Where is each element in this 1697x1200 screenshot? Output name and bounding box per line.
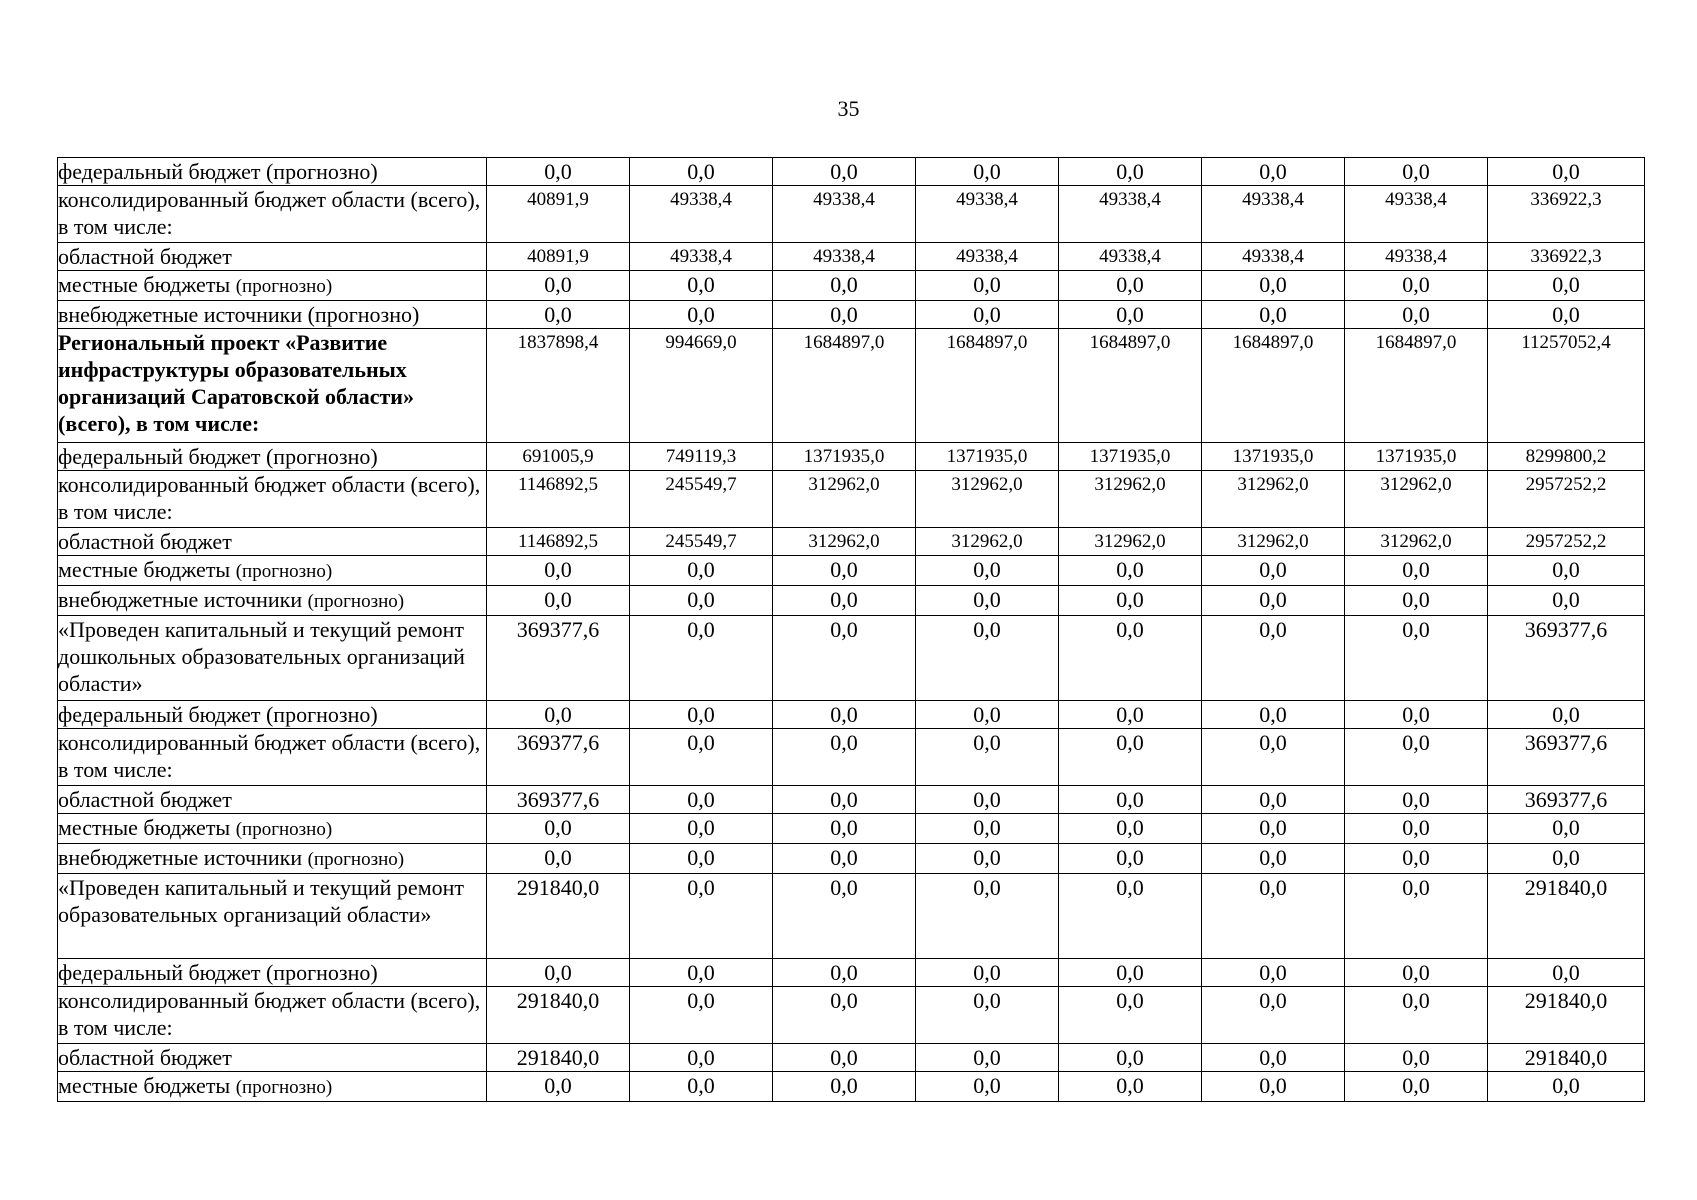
value-cell: 8299800,2 [1488, 443, 1645, 471]
value-cell: 40891,9 [487, 186, 630, 243]
value-cell: 0,0 [773, 1044, 916, 1072]
value-cell: 0,0 [1345, 729, 1488, 786]
table-row [58, 243, 1645, 271]
row-label [58, 186, 487, 243]
value-cell: 0,0 [773, 556, 916, 586]
value-cell: 49338,4 [916, 243, 1059, 271]
value-cell: 0,0 [773, 814, 916, 844]
value-cell: 0,0 [1059, 729, 1202, 786]
table-row [58, 556, 1645, 586]
table-row [58, 987, 1645, 1044]
value-cell: 0,0 [1059, 874, 1202, 959]
value-cell: 0,0 [1345, 301, 1488, 329]
value-cell: 291840,0 [1488, 874, 1645, 959]
value-cell: 0,0 [630, 158, 773, 186]
value-cell: 0,0 [773, 701, 916, 729]
value-cell: 0,0 [916, 786, 1059, 814]
page-number: 35 [837, 96, 860, 121]
value-cell: 0,0 [1202, 616, 1345, 701]
row-label [58, 987, 487, 1044]
value-cell: 0,0 [1059, 1072, 1202, 1102]
row-label-text: местные бюджеты [58, 557, 231, 582]
table-row [58, 301, 1645, 329]
value-cell: 0,0 [1202, 586, 1345, 616]
value-cell: 369377,6 [1488, 786, 1645, 814]
table-row [58, 814, 1645, 844]
row-label [58, 1072, 487, 1102]
value-cell: 312962,0 [1202, 471, 1345, 528]
value-cell: 312962,0 [1059, 528, 1202, 556]
value-cell: 0,0 [916, 814, 1059, 844]
value-cell: 0,0 [1488, 844, 1645, 874]
row-label-note: (прогнозно) [235, 561, 333, 582]
row-label [58, 443, 487, 471]
row-label [58, 786, 487, 814]
row-label-text: консолидированный бюджет области (всего), в том числе: [58, 472, 481, 524]
value-cell: 0,0 [630, 586, 773, 616]
value-cell: 0,0 [916, 616, 1059, 701]
value-cell: 0,0 [1488, 1072, 1645, 1102]
value-cell: 312962,0 [1345, 471, 1488, 528]
value-cell: 0,0 [1345, 987, 1488, 1044]
value-cell: 0,0 [630, 959, 773, 987]
value-cell: 0,0 [1059, 586, 1202, 616]
value-cell: 49338,4 [916, 186, 1059, 243]
value-cell: 0,0 [1488, 556, 1645, 586]
table-row [58, 844, 1645, 874]
value-cell: 0,0 [630, 1044, 773, 1072]
table-row [58, 443, 1645, 471]
row-label [58, 586, 487, 616]
table-row [58, 874, 1645, 959]
value-cell: 1684897,0 [773, 329, 916, 443]
value-cell: 0,0 [916, 1072, 1059, 1102]
value-cell: 49338,4 [1202, 243, 1345, 271]
row-label-text: консолидированный бюджет области (всего), в том числе: [58, 988, 481, 1040]
value-cell: 1684897,0 [1202, 329, 1345, 443]
value-cell: 1371935,0 [1059, 443, 1202, 471]
value-cell: 0,0 [773, 158, 916, 186]
row-label [58, 616, 487, 701]
value-cell: 0,0 [773, 616, 916, 701]
table-row [58, 528, 1645, 556]
value-cell: 0,0 [630, 844, 773, 874]
value-cell: 0,0 [1345, 1072, 1488, 1102]
row-label [58, 556, 487, 586]
value-cell: 0,0 [916, 959, 1059, 987]
value-cell: 1684897,0 [1345, 329, 1488, 443]
row-label [58, 844, 487, 874]
value-cell: 0,0 [1202, 874, 1345, 959]
value-cell: 0,0 [773, 786, 916, 814]
value-cell: 0,0 [1345, 701, 1488, 729]
value-cell: 0,0 [630, 729, 773, 786]
value-cell: 0,0 [1488, 301, 1645, 329]
value-cell: 0,0 [630, 786, 773, 814]
value-cell: 0,0 [1059, 271, 1202, 301]
value-cell: 312962,0 [1345, 528, 1488, 556]
value-cell: 0,0 [1059, 786, 1202, 814]
value-cell: 0,0 [916, 158, 1059, 186]
value-cell: 312962,0 [773, 528, 916, 556]
value-cell: 0,0 [773, 844, 916, 874]
row-label-text: местные бюджеты [58, 815, 231, 840]
value-cell: 336922,3 [1488, 186, 1645, 243]
value-cell: 0,0 [1345, 874, 1488, 959]
row-label-text: федеральный бюджет (прогнозно) [58, 159, 378, 184]
value-cell: 749119,3 [630, 443, 773, 471]
value-cell: 0,0 [630, 874, 773, 959]
value-cell: 0,0 [1345, 158, 1488, 186]
value-cell: 0,0 [916, 271, 1059, 301]
value-cell: 0,0 [487, 701, 630, 729]
budget-table [57, 157, 1645, 1102]
value-cell: 369377,6 [1488, 729, 1645, 786]
value-cell: 0,0 [1202, 959, 1345, 987]
value-cell: 0,0 [916, 701, 1059, 729]
value-cell: 1684897,0 [916, 329, 1059, 443]
value-cell: 0,0 [916, 987, 1059, 1044]
row-label [58, 528, 487, 556]
value-cell: 0,0 [1488, 158, 1645, 186]
value-cell: 49338,4 [1059, 243, 1202, 271]
value-cell: 1371935,0 [773, 443, 916, 471]
value-cell: 291840,0 [1488, 1044, 1645, 1072]
value-cell: 0,0 [773, 1072, 916, 1102]
value-cell: 1684897,0 [1059, 329, 1202, 443]
row-label-text: «Проведен капитальный и текущий ремонт образовательных организаций области» [58, 875, 465, 927]
row-label-note: (прогнозно) [235, 276, 333, 297]
row-label [58, 814, 487, 844]
value-cell: 0,0 [916, 844, 1059, 874]
table-row [58, 1044, 1645, 1072]
value-cell: 0,0 [1345, 844, 1488, 874]
value-cell: 312962,0 [1202, 528, 1345, 556]
value-cell: 49338,4 [773, 243, 916, 271]
row-label-text: консолидированный бюджет области (всего), в том числе: [58, 730, 481, 782]
value-cell: 0,0 [1345, 814, 1488, 844]
value-cell: 0,0 [630, 301, 773, 329]
value-cell: 2957252,2 [1488, 471, 1645, 528]
value-cell: 0,0 [916, 556, 1059, 586]
value-cell: 0,0 [1059, 556, 1202, 586]
value-cell: 0,0 [1202, 271, 1345, 301]
value-cell: 312962,0 [916, 471, 1059, 528]
row-label-text: федеральный бюджет (прогнозно) [58, 444, 378, 469]
row-label-text: внебюджетные источники (прогнозно) [58, 302, 420, 327]
value-cell: 0,0 [487, 301, 630, 329]
value-cell: 0,0 [487, 844, 630, 874]
table-row [58, 329, 1645, 443]
table-row [58, 1072, 1645, 1102]
row-label-text: местные бюджеты [58, 272, 231, 297]
value-cell: 0,0 [916, 586, 1059, 616]
value-cell: 0,0 [1059, 987, 1202, 1044]
row-label-text: местные бюджеты [58, 1073, 231, 1098]
value-cell: 0,0 [916, 874, 1059, 959]
value-cell: 40891,9 [487, 243, 630, 271]
value-cell: 0,0 [1202, 1072, 1345, 1102]
value-cell: 49338,4 [1059, 186, 1202, 243]
value-cell: 0,0 [1059, 814, 1202, 844]
value-cell: 0,0 [1059, 301, 1202, 329]
value-cell: 0,0 [1488, 959, 1645, 987]
value-cell: 49338,4 [773, 186, 916, 243]
table-row [58, 729, 1645, 786]
value-cell: 291840,0 [487, 1044, 630, 1072]
value-cell: 312962,0 [916, 528, 1059, 556]
row-label [58, 301, 487, 329]
value-cell: 0,0 [1488, 814, 1645, 844]
value-cell: 0,0 [1059, 158, 1202, 186]
value-cell: 369377,6 [1488, 616, 1645, 701]
row-label [58, 729, 487, 786]
value-cell: 49338,4 [1345, 186, 1488, 243]
value-cell: 336922,3 [1488, 243, 1645, 271]
value-cell: 369377,6 [487, 729, 630, 786]
row-label [58, 874, 487, 959]
value-cell: 0,0 [773, 586, 916, 616]
value-cell: 0,0 [1059, 844, 1202, 874]
row-label-text: областной бюджет [58, 1045, 232, 1070]
table-row [58, 586, 1645, 616]
value-cell: 369377,6 [487, 616, 630, 701]
value-cell: 0,0 [1202, 301, 1345, 329]
value-cell: 291840,0 [1488, 987, 1645, 1044]
value-cell: 49338,4 [630, 243, 773, 271]
row-label-text: областной бюджет [58, 787, 232, 812]
row-label-text: Региональный проект «Развитие инфраструктуры образовательных организаций Саратовской области» (всего), в том числе: [58, 330, 414, 436]
row-label-text: областной бюджет [58, 244, 232, 269]
value-cell: 0,0 [1202, 158, 1345, 186]
value-cell: 0,0 [630, 814, 773, 844]
value-cell: 49338,4 [1345, 243, 1488, 271]
value-cell: 2957252,2 [1488, 528, 1645, 556]
value-cell: 0,0 [773, 729, 916, 786]
value-cell: 0,0 [1202, 729, 1345, 786]
value-cell: 0,0 [1488, 701, 1645, 729]
value-cell: 0,0 [1202, 1044, 1345, 1072]
value-cell: 1146892,5 [487, 471, 630, 528]
value-cell: 0,0 [487, 814, 630, 844]
value-cell: 0,0 [1345, 556, 1488, 586]
value-cell: 0,0 [1059, 701, 1202, 729]
row-label [58, 243, 487, 271]
value-cell: 0,0 [1059, 616, 1202, 701]
table-row [58, 701, 1645, 729]
row-label-text: федеральный бюджет (прогнозно) [58, 960, 378, 985]
value-cell: 245549,7 [630, 471, 773, 528]
value-cell: 0,0 [487, 158, 630, 186]
row-label [58, 1044, 487, 1072]
row-label-note: (прогнозно) [235, 1077, 333, 1098]
value-cell: 0,0 [630, 556, 773, 586]
row-label-text: федеральный бюджет (прогнозно) [58, 702, 378, 727]
value-cell: 0,0 [487, 1072, 630, 1102]
value-cell: 0,0 [630, 701, 773, 729]
value-cell: 0,0 [630, 987, 773, 1044]
value-cell: 0,0 [1202, 987, 1345, 1044]
value-cell: 312962,0 [1059, 471, 1202, 528]
row-label-note: (прогнозно) [307, 591, 405, 612]
value-cell: 0,0 [1488, 271, 1645, 301]
value-cell: 0,0 [630, 1072, 773, 1102]
table-row [58, 616, 1645, 701]
value-cell: 312962,0 [773, 471, 916, 528]
row-label [58, 701, 487, 729]
row-label-text: внебюджетные источники [58, 587, 303, 612]
row-label-text: консолидированный бюджет области (всего), в том числе: [58, 187, 481, 239]
value-cell: 1146892,5 [487, 528, 630, 556]
value-cell: 1371935,0 [916, 443, 1059, 471]
value-cell: 0,0 [916, 729, 1059, 786]
value-cell: 0,0 [487, 959, 630, 987]
value-cell: 1371935,0 [1202, 443, 1345, 471]
value-cell: 0,0 [916, 1044, 1059, 1072]
value-cell: 0,0 [1345, 586, 1488, 616]
value-cell: 49338,4 [630, 186, 773, 243]
value-cell: 0,0 [1202, 701, 1345, 729]
row-label-note: (прогнозно) [235, 819, 333, 840]
value-cell: 0,0 [630, 616, 773, 701]
value-cell: 1837898,4 [487, 329, 630, 443]
table-row [58, 158, 1645, 186]
value-cell: 0,0 [1488, 586, 1645, 616]
value-cell: 0,0 [1345, 786, 1488, 814]
value-cell: 11257052,4 [1488, 329, 1645, 443]
value-cell: 0,0 [773, 271, 916, 301]
value-cell: 0,0 [1202, 786, 1345, 814]
value-cell: 0,0 [1202, 814, 1345, 844]
row-label [58, 271, 487, 301]
row-label [58, 471, 487, 528]
value-cell: 0,0 [1345, 1044, 1488, 1072]
value-cell: 1371935,0 [1345, 443, 1488, 471]
value-cell: 49338,4 [1202, 186, 1345, 243]
table-row [58, 271, 1645, 301]
value-cell: 0,0 [1059, 959, 1202, 987]
value-cell: 291840,0 [487, 987, 630, 1044]
value-cell: 0,0 [1345, 959, 1488, 987]
value-cell: 0,0 [487, 586, 630, 616]
row-label-text: областной бюджет [58, 529, 232, 554]
row-label-text: «Проведен капитальный и текущий ремонт дошкольных образовательных организаций области» [58, 617, 465, 696]
value-cell: 0,0 [773, 874, 916, 959]
value-cell: 0,0 [487, 271, 630, 301]
value-cell: 0,0 [773, 301, 916, 329]
value-cell: 369377,6 [487, 786, 630, 814]
value-cell: 0,0 [487, 556, 630, 586]
value-cell: 0,0 [773, 987, 916, 1044]
value-cell: 245549,7 [630, 528, 773, 556]
budget-table-body [58, 158, 1645, 1102]
table-row [58, 959, 1645, 987]
value-cell: 0,0 [773, 959, 916, 987]
row-label [58, 158, 487, 186]
row-label-note: (прогнозно) [307, 849, 405, 870]
row-label [58, 959, 487, 987]
value-cell: 0,0 [1202, 844, 1345, 874]
table-row [58, 786, 1645, 814]
value-cell: 994669,0 [630, 329, 773, 443]
value-cell: 0,0 [630, 271, 773, 301]
value-cell: 0,0 [1345, 271, 1488, 301]
value-cell: 691005,9 [487, 443, 630, 471]
value-cell: 0,0 [1202, 556, 1345, 586]
table-row [58, 471, 1645, 528]
value-cell: 291840,0 [487, 874, 630, 959]
value-cell: 0,0 [1059, 1044, 1202, 1072]
value-cell: 0,0 [916, 301, 1059, 329]
table-row [58, 186, 1645, 243]
row-label [58, 329, 487, 443]
value-cell: 0,0 [1345, 616, 1488, 701]
row-label-text: внебюджетные источники [58, 845, 303, 870]
